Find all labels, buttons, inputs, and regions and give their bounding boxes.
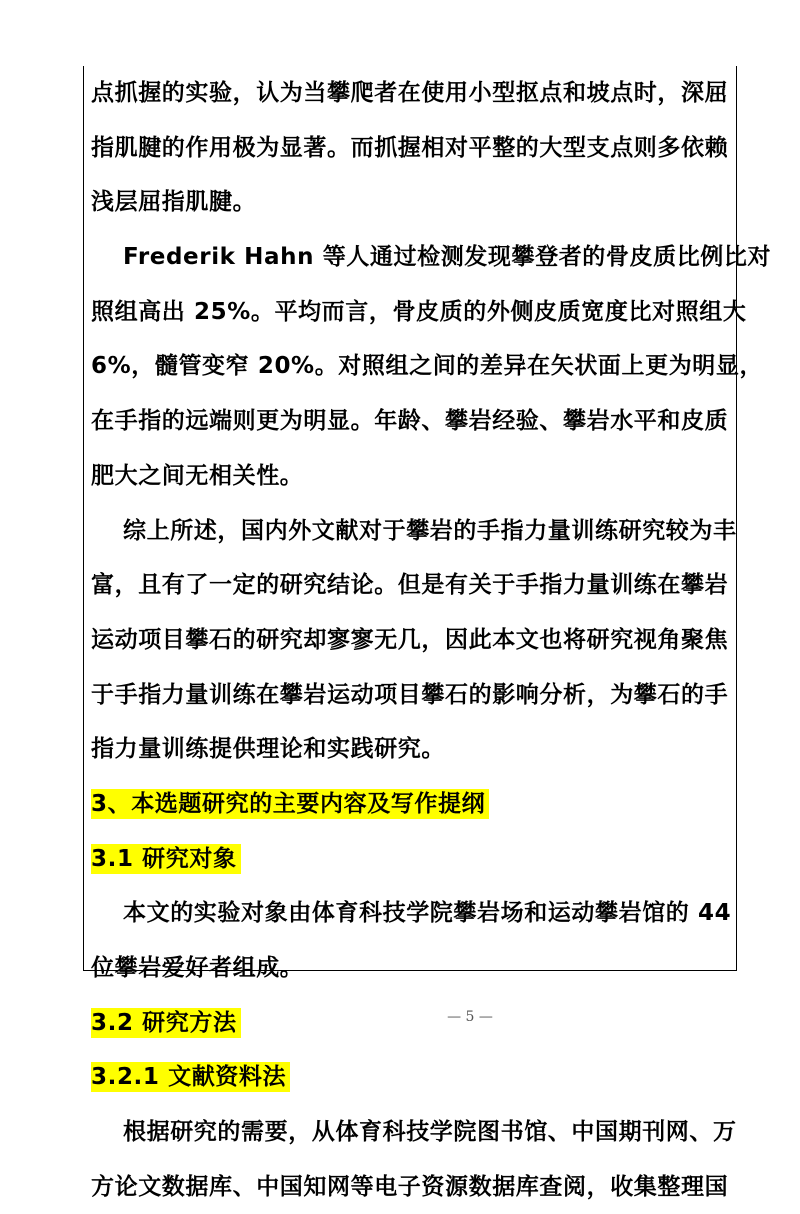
text-line: 照组高出 25%。平均而言，骨皮质的外侧皮质宽度比对照组大 bbox=[91, 298, 747, 325]
text-line: 点抓握的实验，认为当攀爬者在使用小型抠点和坡点时，深屈 bbox=[91, 80, 729, 106]
subsection-heading-3-2: 3.2 研究方法 bbox=[91, 1008, 241, 1038]
text-line: 综上所述，国内外文献对于攀岩的手指力量训练研究较为丰 bbox=[123, 517, 737, 544]
text-line: 于手指力量训练在攀岩运动项目攀石的影响分析，为攀石的手 bbox=[91, 681, 729, 708]
text-line: Frederik Hahn 等人通过检测发现攀登者的骨皮质比例比对 bbox=[123, 244, 772, 271]
text-line: 富，且有了一定的研究结论。但是有关于手指力量训练在攀岩 bbox=[91, 572, 729, 599]
page-number: — 5 — bbox=[447, 1009, 493, 1025]
text-line: 浅层屈指肌腱。 bbox=[91, 189, 257, 216]
subsection-heading-3-1: 3.1 研究对象 bbox=[91, 844, 241, 874]
text-line: 本文的实验对象由体育科技学院攀岩场和运动攀岩馆的 44 bbox=[123, 900, 732, 927]
text-line: 根据研究的需要，从体育科技学院图书馆、中国期刊网、万 bbox=[123, 1119, 737, 1146]
text-line: 在手指的远端则更为明显。年龄、攀岩经验、攀岩水平和皮质 bbox=[91, 408, 729, 435]
text-line: 6%，髓管变窄 20%。对照组之间的差异在矢状面上更为明显， bbox=[91, 353, 764, 380]
section-heading-3: 3、本选题研究的主要内容及写作提纲 bbox=[91, 789, 489, 819]
text-line: 位攀岩爱好者组成。 bbox=[91, 955, 304, 981]
text-line: 肥大之间无相关性。 bbox=[91, 462, 304, 489]
text-line: 指力量训练提供理论和实践研究。 bbox=[91, 736, 445, 763]
text-line: 指肌腱的作用极为显著。而抓握相对平整的大型支点则多依赖 bbox=[91, 134, 729, 161]
text-line: 方论文数据库、中国知网等电子资源数据库查阅，收集整理国 bbox=[91, 1173, 729, 1200]
body-text bbox=[91, 66, 772, 1214]
subsection-heading-3-2-1: 3.2.1 文献资料法 bbox=[91, 1062, 290, 1092]
text-line: 运动项目攀石的研究却寥寥无几，因此本文也将研究视角聚焦 bbox=[91, 626, 729, 653]
